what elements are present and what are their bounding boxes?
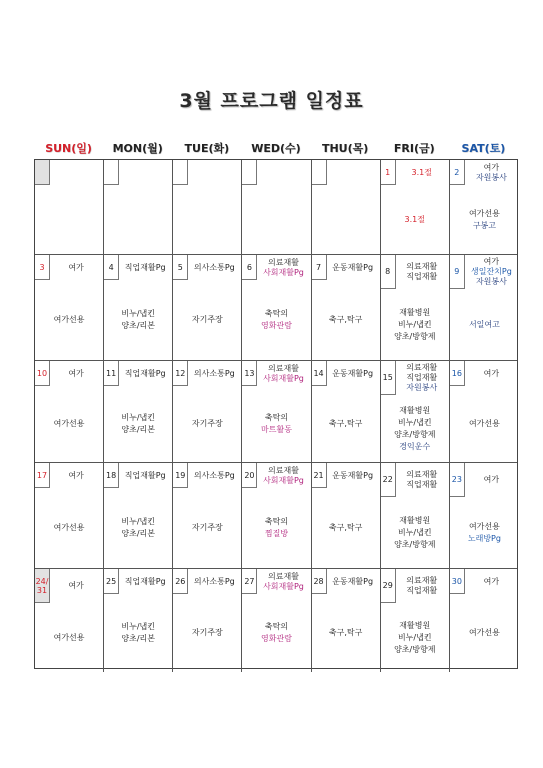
program-detail-line: 여가선용 (468, 419, 500, 428)
week-row (35, 361, 517, 463)
date-number: 16 (450, 361, 465, 386)
day-cell[interactable] (450, 463, 519, 568)
program-detail-line: 자기주장 (191, 315, 223, 324)
program-detail-line: 비누/냅킨 (121, 309, 155, 318)
program-heading-line: 의료재활 (406, 576, 438, 585)
program-detail (450, 594, 519, 672)
program-heading (397, 255, 447, 289)
program-detail (35, 280, 103, 360)
program-heading-line: 3.1절 (411, 167, 432, 177)
program-heading-line: 사회재활Pg (263, 373, 304, 383)
day-cell[interactable] (35, 160, 104, 254)
program-detail (104, 594, 172, 672)
program-detail (242, 488, 310, 568)
program-detail-line: 재활병원 (399, 515, 431, 525)
weekday-label: SAT(토) (461, 142, 506, 155)
program-detail-line: 여가선용 (53, 315, 85, 324)
program-detail (104, 386, 172, 462)
program-detail-line: 여가선용 (468, 628, 500, 637)
program-detail (173, 488, 241, 568)
program-detail-line: 양초/리본 (121, 425, 155, 434)
date-number: 22 (381, 463, 396, 497)
date-number: 30 (450, 569, 465, 594)
date-number (312, 160, 327, 185)
day-cell[interactable] (242, 463, 311, 568)
program-heading-line: 의료재활 (406, 470, 438, 479)
date-number: 18 (104, 463, 119, 488)
program-detail-line: 비누/냅킨 (121, 622, 155, 631)
program-heading (328, 463, 378, 488)
program-detail-line: 양초/리본 (121, 529, 155, 538)
page-title: 3월 프로그램 일정표 (179, 90, 364, 112)
program-heading (466, 255, 517, 289)
program-detail (312, 386, 380, 462)
day-cell[interactable] (381, 569, 450, 672)
program-heading-line: 운동재활Pg (332, 368, 374, 378)
program-detail (450, 289, 519, 360)
weekday-label: TUE(화) (184, 142, 230, 155)
program-detail (381, 395, 449, 462)
program-heading-line: 여가 (68, 581, 84, 590)
date-number: 9 (450, 255, 465, 289)
program-heading (120, 463, 170, 488)
date-number: 6 (242, 255, 257, 280)
program-heading-line: 의료재활 (268, 571, 299, 581)
program-detail (381, 603, 449, 672)
program-detail (173, 594, 241, 672)
program-heading (328, 569, 378, 594)
program-detail-line: 영화관람 (261, 634, 292, 643)
program-detail-line: 축구,탁구 (328, 523, 363, 532)
program-heading-line: 직업재활 (406, 373, 438, 382)
program-heading-line: 여가 (483, 257, 500, 266)
program-heading (258, 569, 308, 594)
date-number: 12 (173, 361, 188, 386)
program-detail-line: 영화관람 (261, 321, 292, 330)
program-detail-line: 노래방Pg (467, 533, 501, 543)
date-number (173, 160, 188, 185)
day-cell[interactable] (381, 255, 450, 360)
program-heading-line: 의료재활 (406, 363, 438, 372)
program-heading (466, 569, 517, 594)
day-cell[interactable] (242, 361, 311, 462)
program-heading (51, 463, 101, 488)
date-number: 1 (381, 160, 396, 185)
date-number: 19 (173, 463, 188, 488)
program-heading-line: 여가 (483, 475, 500, 484)
program-heading (258, 463, 308, 488)
date-number: 8 (381, 255, 396, 289)
day-cell[interactable] (381, 463, 450, 568)
day-cell[interactable] (242, 569, 311, 672)
program-detail-line: 축탁의 (264, 309, 289, 318)
program-heading-line: 의료재활 (268, 363, 299, 373)
program-heading-line: 의사소통Pg (193, 368, 235, 378)
weekday-label: THU(목) (321, 142, 369, 155)
day-cell[interactable] (381, 160, 450, 254)
program-detail (104, 488, 172, 568)
date-number: 14 (312, 361, 327, 386)
program-detail-line: 재활병원 (399, 307, 431, 317)
day-cell[interactable] (35, 569, 104, 672)
program-heading-line: 직업재활 (406, 586, 438, 595)
weekday-label: FRI(금) (393, 142, 435, 155)
date-number: 5 (173, 255, 188, 280)
program-detail-line: 양초/방향제 (394, 331, 436, 341)
program-detail-line: 축구,탁구 (328, 628, 363, 637)
program-heading-line: 사회재활Pg (263, 475, 304, 485)
program-heading-line: 직업재활Pg (124, 368, 166, 378)
program-detail (450, 497, 519, 568)
program-detail-line: 양초/방향제 (394, 539, 436, 549)
date-number (104, 160, 119, 185)
day-cell[interactable] (173, 463, 242, 568)
program-heading-line: 의사소통Pg (193, 470, 235, 480)
program-detail-line: 찜질방 (264, 529, 289, 538)
program-detail-line: 축탁의 (264, 622, 289, 631)
program-heading-line: 여가 (483, 162, 500, 172)
program-detail-line: 여가선용 (53, 419, 85, 428)
program-detail-line: 재활병원 (399, 620, 431, 630)
program-detail (242, 594, 310, 672)
date-number: 10 (35, 361, 50, 386)
day-cell[interactable] (35, 463, 104, 568)
date-number: 13 (242, 361, 257, 386)
program-heading-line: 의사소통Pg (193, 576, 235, 586)
weekday-label: SUN(일) (45, 142, 92, 155)
program-detail-line: 경익운수 (399, 441, 431, 451)
program-heading-line: 의료재활 (406, 262, 438, 271)
program-heading (258, 255, 308, 280)
program-heading (466, 361, 517, 386)
day-cell[interactable] (173, 160, 242, 254)
program-heading (51, 255, 101, 280)
program-heading-line: 의사소통Pg (193, 262, 235, 272)
program-heading-line: 직업재활 (406, 480, 438, 489)
program-detail (35, 386, 103, 462)
program-detail-line: 비누/냅킨 (121, 413, 155, 422)
program-heading (120, 255, 170, 280)
program-detail-line: 여가선용 (53, 632, 85, 642)
day-cell[interactable] (450, 569, 519, 672)
program-detail (173, 280, 241, 360)
program-heading (189, 255, 239, 280)
program-detail-line: 서일여고 (468, 319, 500, 329)
program-detail-line: 축탁의 (264, 517, 289, 526)
program-heading-line: 자원봉사 (406, 383, 438, 392)
program-detail-line: 자기주장 (191, 628, 223, 637)
day-cell[interactable] (173, 361, 242, 462)
program-heading-line: 사회재활Pg (263, 267, 304, 277)
program-heading (397, 463, 447, 497)
date-number: 15 (381, 361, 396, 395)
program-detail-line: 자기주장 (191, 419, 223, 428)
program-detail (173, 386, 241, 462)
program-heading-line: 의료재활 (268, 257, 299, 267)
program-heading-line: 생일잔치Pg (470, 267, 512, 276)
date-number: 27 (242, 569, 257, 594)
program-heading (120, 569, 170, 594)
program-heading-line: 사회재활Pg (263, 581, 304, 591)
date-number: 29 (381, 569, 396, 603)
program-detail (450, 185, 519, 254)
program-detail (242, 386, 310, 462)
program-detail-line: 여가선용 (468, 521, 500, 531)
program-detail-line: 자기주장 (191, 523, 223, 532)
program-detail-line: 여가선용 (53, 523, 85, 532)
program-heading (258, 361, 308, 386)
program-detail-line: 비누/냅킨 (397, 417, 432, 427)
program-heading-line: 직업재활Pg (124, 470, 166, 480)
day-cell[interactable] (450, 255, 519, 360)
program-heading (189, 463, 239, 488)
program-detail-line: 여가선용 (468, 208, 500, 218)
program-heading-line: 여가 (483, 576, 500, 586)
program-heading (51, 361, 101, 386)
program-heading (189, 569, 239, 594)
program-detail-line: 마트활동 (261, 425, 292, 434)
program-heading-line: 직업재활Pg (124, 262, 166, 272)
program-heading-line: 여가 (68, 470, 84, 480)
day-cell[interactable] (242, 160, 311, 254)
program-heading (466, 463, 517, 497)
program-heading (51, 569, 101, 603)
program-detail-line: 양초/방향제 (394, 429, 436, 439)
day-cell[interactable] (312, 255, 381, 360)
day-cell[interactable] (450, 160, 519, 254)
program-heading-line: 운동재활Pg (332, 576, 374, 586)
day-cell[interactable] (104, 255, 173, 360)
day-cell[interactable] (312, 463, 381, 568)
date-number: 26 (173, 569, 188, 594)
date-number: 23 (450, 463, 465, 497)
program-heading (466, 160, 517, 185)
day-cell[interactable] (450, 361, 519, 462)
program-heading-line: 자원봉사 (475, 277, 507, 286)
day-cell[interactable] (35, 361, 104, 462)
week-row (35, 160, 517, 255)
week-row (35, 569, 517, 672)
week-row (35, 463, 517, 569)
program-detail-line: 양초/리본 (121, 321, 155, 330)
date-number: 7 (312, 255, 327, 280)
date-number: 24/ 31 (35, 569, 50, 603)
program-detail (312, 488, 380, 568)
program-heading-line: 운동재활Pg (332, 262, 374, 272)
program-detail-line: 비누/냅킨 (397, 632, 432, 642)
program-detail-line: 양초/리본 (121, 634, 155, 643)
date-number: 25 (104, 569, 119, 594)
program-heading (328, 361, 378, 386)
program-heading (328, 255, 378, 280)
program-heading-line: 여가 (483, 368, 500, 378)
program-detail (242, 280, 310, 360)
date-number: 28 (312, 569, 327, 594)
program-detail-line: 양초/방향제 (394, 644, 436, 654)
date-number (242, 160, 257, 185)
day-cell[interactable] (381, 361, 450, 462)
program-heading-line: 여가 (68, 368, 84, 378)
date-number: 3 (35, 255, 50, 280)
program-heading-line: 여가 (68, 262, 84, 272)
day-cell[interactable] (104, 361, 173, 462)
program-detail (381, 185, 449, 254)
calendar-grid (34, 159, 518, 669)
program-heading-line: 의료재활 (268, 465, 299, 475)
day-cell[interactable] (104, 463, 173, 568)
program-detail (381, 289, 449, 360)
weekday-header (34, 140, 518, 160)
weekday-label: WED(수) (251, 142, 301, 155)
program-detail-line: 재활병원 (399, 405, 431, 415)
day-cell[interactable] (242, 255, 311, 360)
day-cell[interactable] (312, 160, 381, 254)
date-number: 11 (104, 361, 119, 386)
program-detail (35, 603, 103, 672)
program-detail-line: 비누/냅킨 (397, 319, 432, 329)
date-number: 17 (35, 463, 50, 488)
program-heading-line: 직업재활Pg (124, 576, 166, 586)
program-detail-line: 축탁의 (264, 413, 289, 422)
program-heading (189, 361, 239, 386)
day-cell[interactable] (173, 255, 242, 360)
program-heading-line: 자원봉사 (475, 172, 507, 182)
program-detail-line: 3.1절 (404, 214, 425, 224)
program-detail (450, 386, 519, 462)
program-detail-line: 비누/냅킨 (121, 517, 155, 526)
program-heading (397, 361, 447, 395)
program-heading (397, 569, 447, 603)
program-detail-line: 축구,탁구 (328, 419, 363, 428)
day-cell[interactable] (35, 255, 104, 360)
program-heading (397, 160, 447, 185)
date-number: 4 (104, 255, 119, 280)
program-detail (35, 488, 103, 568)
date-number: 2 (450, 160, 465, 185)
program-detail-line: 구봉고 (472, 220, 496, 230)
program-heading (120, 361, 170, 386)
program-detail (381, 497, 449, 568)
week-row (35, 255, 517, 361)
day-cell[interactable] (104, 160, 173, 254)
day-cell[interactable] (104, 569, 173, 672)
program-detail-line: 비누/냅킨 (397, 527, 432, 537)
program-detail (312, 280, 380, 360)
date-number (35, 160, 50, 185)
program-detail-line: 축구,탁구 (328, 315, 363, 324)
day-cell[interactable] (312, 569, 381, 672)
date-number: 20 (242, 463, 257, 488)
date-number: 21 (312, 463, 327, 488)
weekday-label: MON(월) (112, 142, 163, 155)
program-heading-line: 운동재활Pg (332, 470, 374, 480)
program-heading-line: 직업재활 (406, 272, 438, 281)
day-cell[interactable] (173, 569, 242, 672)
day-cell[interactable] (312, 361, 381, 462)
program-detail (104, 280, 172, 360)
program-detail (312, 594, 380, 672)
